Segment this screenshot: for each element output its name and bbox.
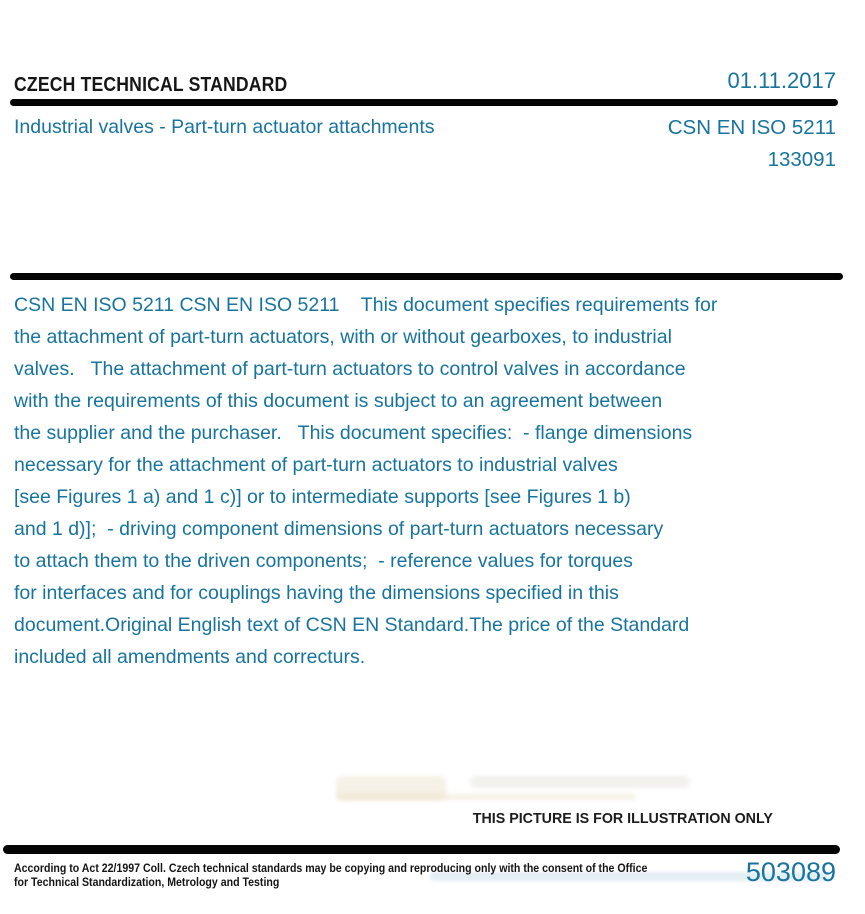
standard-type-label-text: CZECH TECHNICAL STANDARD <box>14 74 288 96</box>
abstract-line: the attachment of part-turn actuators, with or without gearboxes, to industrial <box>14 326 672 348</box>
publication-date: 01.11.2017 <box>727 68 836 93</box>
document-title: Industrial valves - Part-turn actuator attachments <box>14 116 435 138</box>
illustration-notice-text: THIS PICTURE IS FOR ILLUSTRATION ONLY <box>472 810 773 827</box>
abstract-line: to attach them to the driven components; - reference values for torques <box>14 550 633 572</box>
abstract-line: document.Original English text of CSN EN Standard.The price of the Standard <box>14 614 690 636</box>
abstract-line: the supplier and the purchaser. This document specifies: - flange dimensions <box>14 422 693 444</box>
abstract-line: necessary for the attachment of part-turn actuators to industrial valves <box>14 454 618 476</box>
copyright-notice <box>14 862 702 890</box>
copyright-line: for Technical Standardization, Metrology and Testing <box>14 877 280 889</box>
illustration-notice <box>457 810 773 827</box>
watermark-ghost <box>336 794 636 800</box>
abstract-rule <box>10 273 843 280</box>
classification-number: 133091 <box>767 148 836 171</box>
watermark-ghost <box>336 776 446 800</box>
header-rule <box>10 99 838 106</box>
order-number: 503089 <box>745 857 836 887</box>
abstract-line: valves. The attachment of part-turn actuators to control valves in accordance <box>14 358 686 380</box>
footer-rule <box>3 845 840 854</box>
abstract-line: included all amendments and correcturs. <box>14 646 366 668</box>
abstract-line: and 1 d)]; - driving component dimensions of part-turn actuators necessary <box>14 518 664 540</box>
standard-number: CSN EN ISO 5211 <box>667 116 836 139</box>
abstract-line: for interfaces and for couplings having the dimensions specified in this <box>14 582 619 604</box>
abstract-line: [see Figures 1 a) and 1 c)] or to intermediate supports [see Figures 1 b) <box>14 486 631 508</box>
abstract-line: CSN EN ISO 5211 CSN EN ISO 5211 This document specifies requirements for <box>14 294 718 316</box>
abstract-line: with the requirements of this document is subject to an agreement between <box>14 390 663 412</box>
abstract-text <box>14 289 717 673</box>
watermark-ghost <box>470 776 690 788</box>
copyright-line: According to Act 22/1997 Coll. Czech technical standards may be copying and reproducing only with the consent of the Office <box>14 863 648 875</box>
standard-type-label <box>14 74 325 97</box>
